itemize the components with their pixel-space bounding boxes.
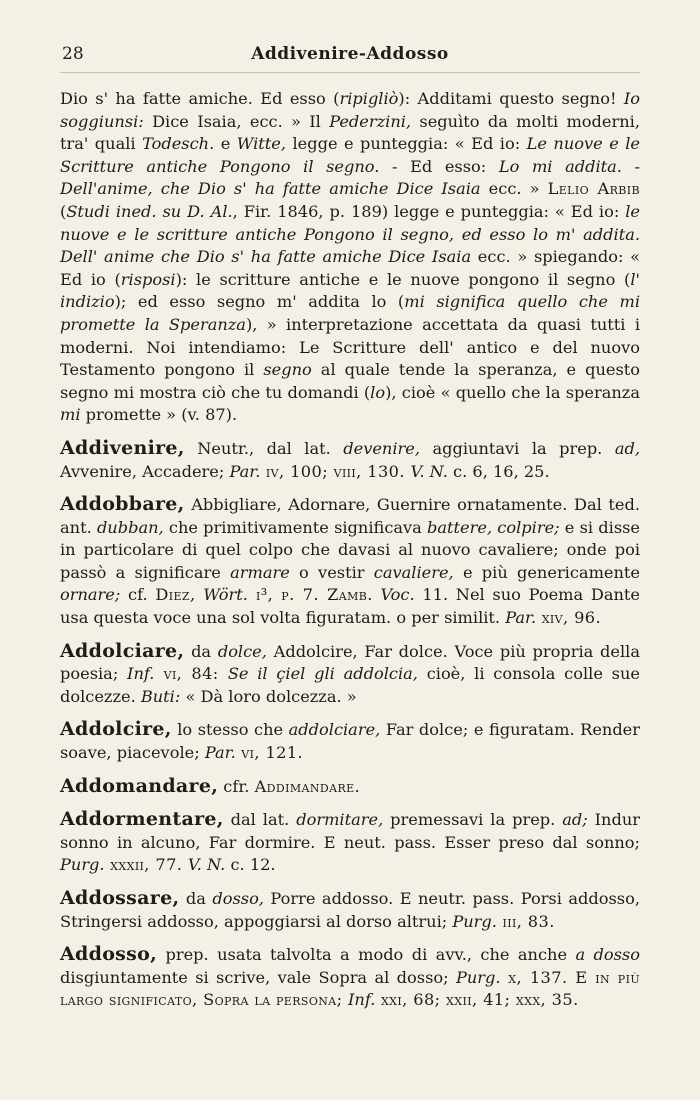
text: 11. Nel suo Poema Dante usa questa voce una sol volta figuratam. o per similit. <box>60 585 640 628</box>
text: ( <box>60 201 67 221</box>
page-body <box>60 88 640 1012</box>
author-name: Lelio Arbib <box>547 179 641 199</box>
text: ecc. » <box>480 179 548 199</box>
text: ): le scritture antiche e le nuove pongono il segno ( <box>175 269 631 289</box>
entry-lemma: Addivenire, <box>60 436 185 459</box>
reference: xxi, 68; xxii, 41; xxx, 35. <box>375 990 579 1010</box>
text: Neutr., dal lat. <box>184 438 344 458</box>
italic-text: Par. <box>204 743 236 763</box>
text: al quale tende la speranza, e questo segno mi mostra ciò che tu domandi ( <box>60 360 641 402</box>
entry-lemma: Addolciare, <box>60 639 185 662</box>
italic-text: dosso, <box>212 889 264 908</box>
reference: iii, 83. <box>496 911 555 931</box>
italic-text: Witte, <box>236 134 287 154</box>
entry-addosso <box>60 943 640 1012</box>
italic-text: Purg. <box>455 967 501 987</box>
entry-lemma: Addormentare, <box>60 808 224 831</box>
italic-text: ripigliò <box>339 89 399 108</box>
text: ecc. » spiegando: « Ed io ( <box>60 247 640 289</box>
entry-lemma: Addobbare, <box>60 493 185 516</box>
text: Abbigliare, Adornare, Guernire ornatamente. Dal ted. ant. <box>60 495 640 537</box>
italic-text: armare <box>230 562 290 582</box>
italic-text: Lo mi addita. - Dell'anime, che Dio s' ha fatte amiche Dice Isaia <box>60 156 640 199</box>
italic-text: Buti: <box>140 686 181 706</box>
italic-text: risposi <box>120 269 176 289</box>
text: dal lat. <box>223 810 297 830</box>
header-rule <box>60 72 640 73</box>
text: da <box>179 889 213 908</box>
italic-text: dolce, <box>217 641 267 661</box>
italic-text: le nuove e le scritture antiche Pongono il segno, ed esso lo m' addita. Dell' anime che Dio s' ha fatte amiche Dice Isaia <box>60 201 640 267</box>
reference: i³, p. 7. <box>247 585 328 605</box>
text: c. 12. <box>225 855 276 875</box>
running-head: Addivenire-Addosso <box>251 44 449 64</box>
reference: vi, 121. <box>235 743 304 763</box>
text: seguìto da molti moderni, tra' quali <box>60 111 640 154</box>
italic-text: Pederzini, <box>329 111 412 131</box>
italic-text: a dosso <box>575 945 640 965</box>
text: ): Additami questo segno! <box>398 89 624 108</box>
italic-text: Wört. <box>203 585 248 605</box>
entry-lemma: Addomandare, <box>60 774 219 797</box>
author-name: Zamb. <box>327 585 373 605</box>
page-header <box>60 44 640 72</box>
text: che primitivamente significava <box>163 517 428 537</box>
entry-addossare <box>60 887 640 933</box>
text: cioè, li consola colle sue dolcezze. <box>60 664 640 706</box>
text: , Fir. 1846, p. 189) legge e punteggia: « Ed io: <box>232 201 626 221</box>
italic-text: ornare; <box>60 585 121 605</box>
text: cf. <box>120 585 156 605</box>
italic-text: V. N. <box>410 461 448 481</box>
reference: xiv, 96. <box>536 608 602 628</box>
text: Dice Isaia, ecc. » Il <box>143 111 330 131</box>
text: legge e punteggia: « Ed io: <box>286 134 527 154</box>
text: Far dolce; e figuratam. Render soave, piacevole; <box>60 720 641 763</box>
author-name: Diez, <box>155 585 196 605</box>
text: lo stesso che <box>171 720 289 740</box>
reference: x, 137. E in più largo significato, Sopra la persona; <box>60 967 640 1010</box>
italic-text: Par. <box>505 608 537 628</box>
entry-lemma: Addossare, <box>60 887 180 909</box>
entry-addomandare <box>60 775 640 799</box>
italic-text: battere, colpire; <box>427 517 560 537</box>
text: da <box>184 641 218 661</box>
reference: vi, 84: <box>154 664 228 684</box>
entry-addolciare <box>60 640 640 709</box>
text: Porre addosso. E neutr. pass. Porsi addosso, Stringersi addosso, appoggiarsi al dorso altrui; <box>60 889 641 931</box>
italic-text: V. N. <box>187 855 226 875</box>
text: e più genericamente <box>453 562 641 582</box>
italic-text: Purg. <box>60 855 105 875</box>
text: ); ed esso segno m' addita lo ( <box>114 292 405 312</box>
italic-text: Voc. <box>380 585 415 605</box>
italic-text: addolciare, <box>288 720 381 740</box>
italic-text: Inf. <box>127 664 155 684</box>
italic-text: Par. <box>229 461 261 481</box>
entry-lemma: Addolcire, <box>60 718 172 741</box>
entry-addobbare <box>60 493 640 630</box>
italic-text: cavaliere, <box>373 562 454 582</box>
entry-addolcire <box>60 718 640 764</box>
page-number: 28 <box>62 44 84 64</box>
text: Addolcire, Far dolce. Voce più propria della poesia; <box>60 641 640 684</box>
text: e <box>214 134 237 154</box>
text: o vestir <box>289 562 374 582</box>
italic-text: l' indizio <box>60 269 640 312</box>
text: promette » (v. 87). <box>80 405 238 425</box>
italic-text: Se il çiel gli addolcia, <box>227 664 418 684</box>
text: prep. usata talvolta a modo di avv., che anche <box>157 945 576 965</box>
entry-addormentare <box>60 808 640 877</box>
italic-text: Purg. <box>452 911 497 931</box>
italic-text: lo <box>370 382 386 402</box>
italic-text: Io soggiunsi: <box>60 89 640 131</box>
continuation-paragraph <box>60 88 640 427</box>
text: Avvenire, Accadere; <box>60 461 230 481</box>
entry-addivenire <box>60 437 640 483</box>
italic-text: ad, <box>614 438 640 458</box>
text: c. 6, 16, 25. <box>447 461 550 481</box>
text: premessavi la prep. <box>383 810 563 830</box>
italic-text: Inf. <box>348 990 376 1010</box>
reference: iv, 100; viii, 130. <box>260 461 411 481</box>
text: Indur sonno in alcuno, Far dormire. E neut. pass. Esser preso dal sonno; <box>60 810 640 852</box>
text: « Dà loro dolcezza. » <box>180 686 357 706</box>
italic-text: dubban, <box>96 517 164 537</box>
cross-reference: Addimandare. <box>254 776 361 796</box>
italic-text: ad; <box>562 810 588 830</box>
italic-text: Le nuove e le Scritture antiche Pongono il segno. <box>60 134 640 176</box>
text: e si disse in particolare di quel colpo che davasi al nuovo cavaliere; onde poi passò a significare <box>60 517 641 582</box>
italic-text: dormitare, <box>296 810 384 830</box>
italic-text: devenire, <box>343 438 420 458</box>
italic-text: Studi ined. su D. Al. <box>66 201 233 221</box>
text: - Ed esso: <box>379 156 499 176</box>
reference: xxxii, 77. <box>104 855 188 875</box>
text: cfr. <box>218 776 255 796</box>
entry-lemma: Addosso, <box>60 943 158 966</box>
text: aggiuntavi la prep. <box>419 438 615 458</box>
text: ), cioè « quello che la speranza <box>385 382 640 402</box>
italic-text: segno <box>263 360 312 380</box>
italic-text: mi <box>60 405 81 425</box>
italic-text: mi significa quello che mi promette la Speranza <box>60 292 640 334</box>
text: disgiuntamente si scrive, vale Sopra al dosso; <box>60 967 456 987</box>
text: ), » interpretazione accettata da quasi tutti i moderni. Noi intendiamo: Le Scritture dell' antico e del nuovo Testamento pongono il <box>60 314 640 380</box>
text: Dio s' ha fatte amiche. Ed esso ( <box>60 89 340 108</box>
italic-text: Todesch. <box>142 134 215 154</box>
